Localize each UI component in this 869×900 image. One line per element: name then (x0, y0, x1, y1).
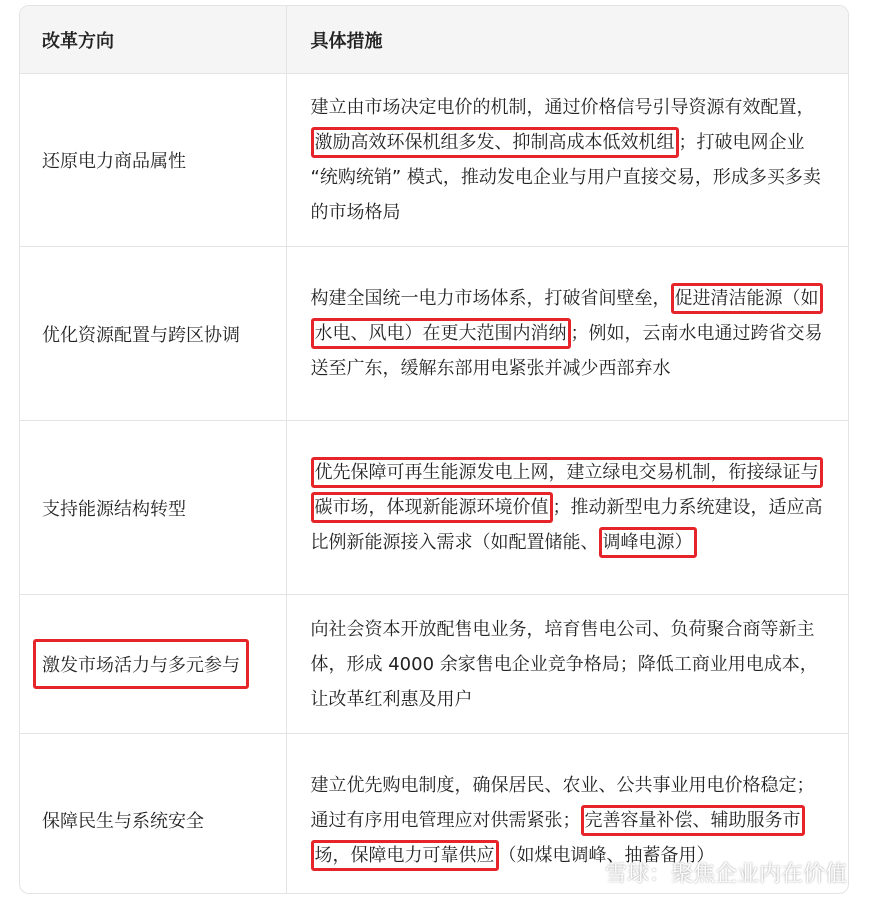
reform-direction-cell: 优化资源配置与跨区协调 (20, 247, 286, 421)
measure-text: ；例如，云南水电通过跨省交易送至广东，缓解东部用电紧张并减少西部弃水 (310, 323, 823, 379)
table-header-row (20, 6, 848, 74)
table-row (20, 421, 848, 595)
highlight-box: 优先保障可再生能源发电上网，建立绿电交易机制，衔接绿证与碳市场，体现新能源环境价值 (311, 457, 823, 523)
measures-cell (286, 421, 848, 595)
reform-direction-cell: 保障民生与系统安全 (42, 811, 204, 832)
reform-table (19, 5, 849, 894)
reform-direction-cell (20, 595, 286, 734)
measure-text: （如煤电调峰、抽蓄备用） (498, 844, 715, 866)
measure-text: 建立由市场决定电价的机制，通过价格信号引导资源有效配置， (310, 97, 815, 118)
table-row (20, 247, 848, 421)
watermark: 雪球：聚焦企业内在价值 (604, 862, 847, 887)
reform-direction-cell: 支持能源结构转型 (20, 421, 286, 595)
measure-text: ；打破电网企业 “统购统销” 模式，推动发电企业与用户直接交易，形成多买多卖的市场格局 (310, 132, 821, 223)
measures-cell (286, 595, 848, 734)
header-specific-measures: 具体措施 (286, 6, 848, 74)
table-row (20, 74, 848, 247)
reform-table-grid (20, 6, 848, 894)
highlight-box: 调峰电源） (599, 527, 697, 558)
measure-text: ；推动新型电力系统建设，适应高比例新能源接入需求（如配置储能、 (310, 497, 823, 553)
highlight-box: 促进清洁能源（如水电、风电）在更大范围内消纳 (311, 283, 823, 349)
measure-text: 向社会资本开放配售电业务，培育售电公司、负荷聚合商等新主体，形成 4000 余家售电企业竞争格局；降低工商业用电成本，让改革红利惠及用户 (310, 618, 818, 710)
reform-direction-cell: 还原电力商品属性 (20, 74, 286, 247)
measures-cell (286, 247, 848, 421)
table-row (20, 595, 848, 734)
measure-text: 建立优先购电制度，确保居民、农业、公共事业用电价格稳定；通过有序用电管理应对供需紧张； (310, 774, 815, 831)
highlight-box: 完善容量补偿、辅助服务市场，保障电力可靠供应 (311, 805, 805, 871)
highlight-box: 激励高效环保机组多发、抑制高成本低效机组 (311, 127, 679, 158)
highlight-box: 激发市场活力与多元参与 (33, 639, 249, 689)
header-reform-direction: 改革方向 (20, 6, 286, 74)
measures-cell (286, 74, 848, 247)
measure-text: 构建全国统一电力市场体系，打破省间壁垒， (310, 288, 671, 309)
